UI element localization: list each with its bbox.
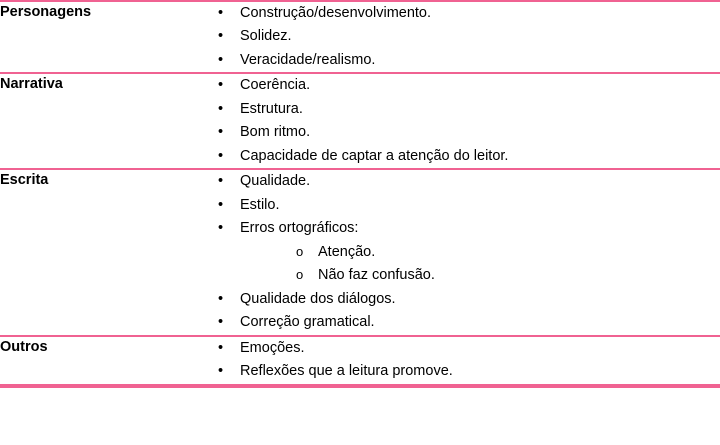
- sub-bullet-list: [240, 241, 720, 288]
- section-label: Narrativa: [0, 73, 200, 169]
- bullet-dot-icon: •: [218, 196, 224, 213]
- bullet-dot-icon: •: [218, 124, 224, 141]
- bullet-dot-icon: •: [218, 77, 224, 94]
- bullet-dot-icon: •: [218, 5, 224, 21]
- section-label: Outros: [0, 336, 200, 385]
- list-item: [200, 49, 720, 72]
- list-item-text: Bom ritmo.: [240, 124, 311, 141]
- list-item: [200, 217, 720, 287]
- table-row: [0, 1, 720, 73]
- sub-list-item: [240, 241, 720, 264]
- list-item: [200, 288, 720, 311]
- list-item-text: Coerência.: [240, 77, 311, 94]
- bullet-list: [200, 337, 720, 384]
- list-item: [200, 194, 720, 217]
- table-row: [0, 336, 720, 385]
- sub-list-item-text: Não faz confusão.: [318, 267, 435, 284]
- list-item-text: Emoções.: [240, 339, 305, 356]
- table-row: [0, 73, 720, 169]
- bullet-dot-icon: •: [218, 28, 224, 45]
- list-item: [200, 74, 720, 97]
- list-item: [200, 98, 720, 121]
- section-label: Escrita: [0, 169, 200, 335]
- table-row: [0, 169, 720, 335]
- list-item: [200, 2, 720, 25]
- list-item-text: Veracidade/realismo.: [240, 51, 376, 68]
- list-item: [200, 311, 720, 334]
- list-item-text: Correção gramatical.: [240, 314, 375, 331]
- bullet-dot-icon: •: [218, 100, 224, 117]
- section-items: [200, 169, 720, 335]
- section-items: [200, 73, 720, 169]
- list-item: [200, 25, 720, 48]
- section-items: [200, 1, 720, 73]
- list-item-text: Erros ortográficos:: [240, 220, 359, 237]
- bullet-dot-icon: •: [218, 339, 224, 356]
- bullet-dot-icon: •: [218, 51, 224, 68]
- table-bottom-rule: [0, 386, 720, 388]
- bullet-circle-icon: o: [296, 267, 304, 283]
- bullet-dot-icon: •: [218, 314, 224, 331]
- list-item-text: Qualidade.: [240, 173, 311, 190]
- bullet-list: [200, 2, 720, 72]
- bullet-dot-icon: •: [218, 290, 224, 307]
- bullet-dot-icon: •: [218, 220, 224, 237]
- list-item: [200, 170, 720, 193]
- list-item: [200, 337, 720, 360]
- bullet-list: [200, 170, 720, 334]
- sub-list-item-text: Atenção.: [318, 243, 376, 260]
- list-item-text: Solidez.: [240, 28, 292, 45]
- section-items: [200, 336, 720, 385]
- list-item: [200, 121, 720, 144]
- section-label: Personagens: [0, 1, 200, 73]
- list-item: [200, 360, 720, 383]
- sub-list-item: [240, 264, 720, 287]
- bullet-list: [200, 74, 720, 168]
- list-item-text: Reflexões que a leitura promove.: [240, 363, 453, 380]
- list-item-text: Capacidade de captar a atenção do leitor.: [240, 147, 509, 164]
- list-item: [200, 145, 720, 168]
- bullet-dot-icon: •: [218, 147, 224, 164]
- bullet-dot-icon: •: [218, 363, 224, 380]
- list-item-text: Estilo.: [240, 196, 280, 213]
- list-item-text: Construção/desenvolvimento.: [240, 5, 432, 21]
- bullet-dot-icon: •: [218, 173, 224, 190]
- bullet-circle-icon: o: [296, 243, 304, 259]
- table-body: [0, 1, 720, 385]
- list-item-text: Estrutura.: [240, 100, 303, 117]
- list-item-text: Qualidade dos diálogos.: [240, 290, 396, 307]
